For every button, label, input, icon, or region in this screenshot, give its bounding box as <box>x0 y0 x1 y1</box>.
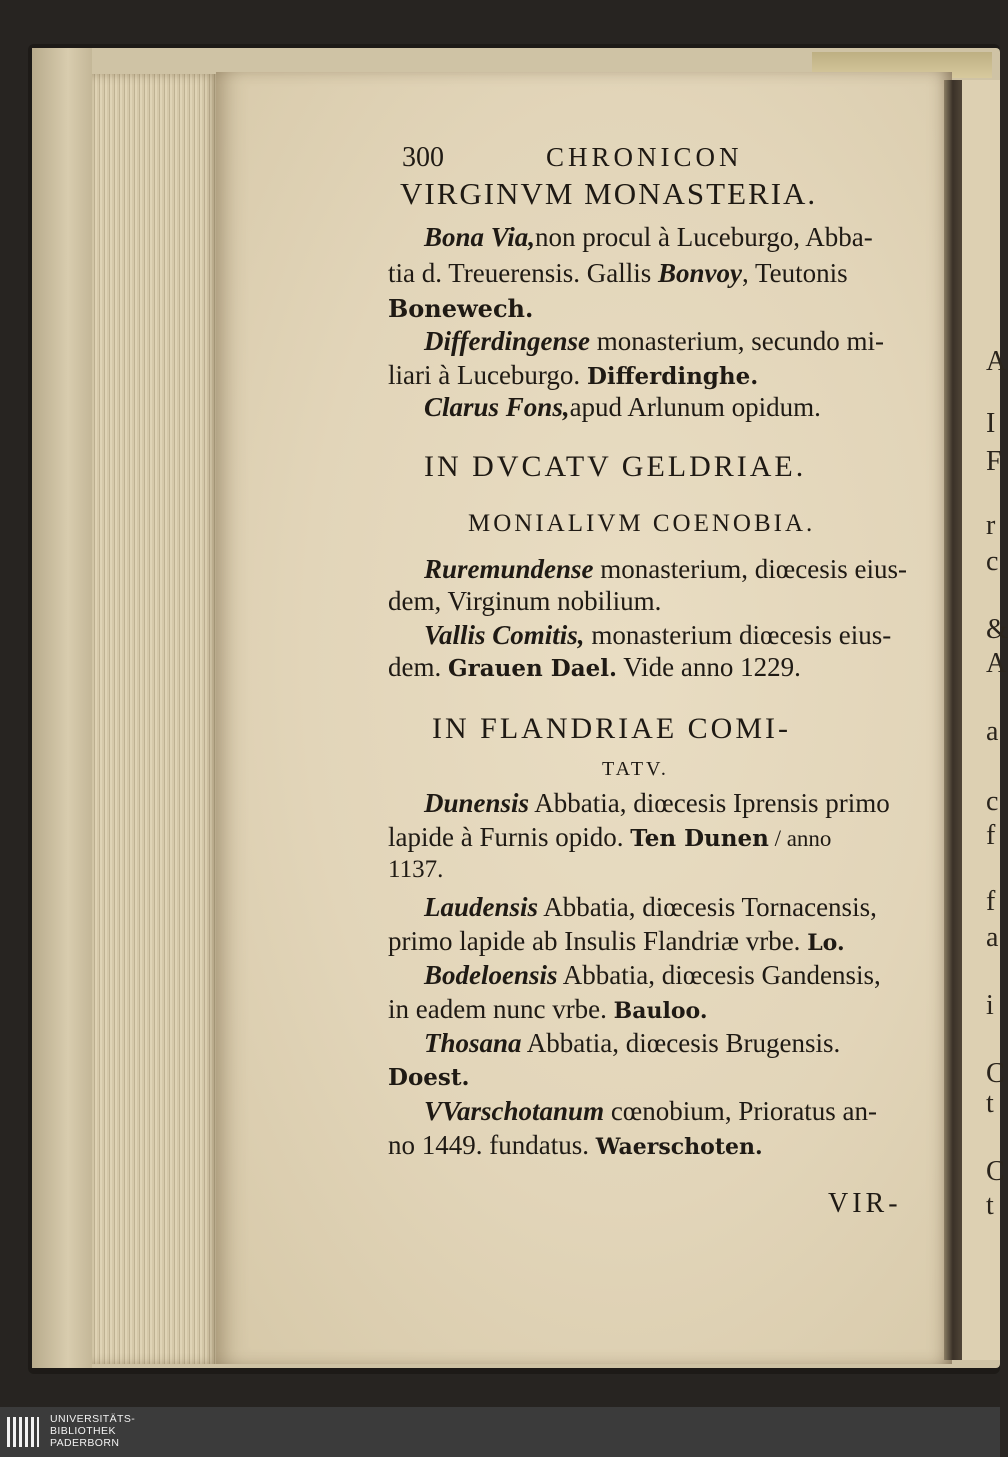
entry-vallis-comitis-line2 <box>388 652 801 683</box>
entry-bodeloensis-line2 <box>388 994 708 1025</box>
facing-fragment: f <box>986 820 996 851</box>
page-number: 300 <box>402 142 444 173</box>
entry-differdingense-line2 <box>388 360 758 391</box>
running-head: CHRONICON <box>546 142 743 172</box>
entry-dunensis-line3: 1137. <box>388 856 444 883</box>
entry-bona-via-line1 <box>424 222 873 253</box>
heading-geldriae: IN DVCATV GELDRIAE. <box>424 450 807 483</box>
facing-fragment: C <box>986 1156 1005 1187</box>
facing-fragment: A <box>986 648 1007 679</box>
cover-edge <box>32 48 92 1368</box>
library-name-line1: UNIVERSITÄTS- <box>50 1413 136 1425</box>
facing-fragment: t <box>986 1190 994 1221</box>
entry-blackletter: Bauloo. <box>613 998 708 1024</box>
entry-text: Vide anno 1229. <box>616 652 801 682</box>
entry-lead: Bodeloensis <box>424 960 558 990</box>
entry-lead: Ruremundense <box>424 554 594 584</box>
entry-text: in eadem nunc vrbe. <box>388 994 614 1024</box>
entry-blackletter: Ten Dunen <box>630 825 769 852</box>
facing-fragment: a <box>986 716 999 747</box>
entry-lead: Vallis Comitis, <box>424 620 585 650</box>
facing-fragment: i <box>986 990 994 1021</box>
facing-fragment: I <box>986 408 996 439</box>
facing-fragment: F <box>986 446 1002 477</box>
heading-flandriae-line1: IN FLANDRIAE COMI- <box>432 712 791 745</box>
entry-text: dem. <box>388 652 448 682</box>
entry-laudensis-line1 <box>424 892 877 923</box>
entry-warschotanum-line2 <box>388 1130 763 1161</box>
entry-text: no 1449. fundatus. <box>388 1130 596 1160</box>
entry-bona-via-line2 <box>388 258 848 289</box>
entry-text: non procul à Luceburgo, Abba- <box>535 222 873 252</box>
entry-text: apud Arlunum opidum. <box>569 392 821 422</box>
entry-text: monasterium, diœcesis eius- <box>593 554 907 584</box>
catchword: VIR- <box>828 1188 902 1219</box>
page-block-edges <box>92 74 218 1364</box>
entry-clarus-fons <box>424 392 821 423</box>
entry-text: cœnobium, Prioratus an- <box>604 1096 878 1126</box>
facing-fragment: a <box>986 922 999 953</box>
entry-text: , Teutonis <box>742 258 848 288</box>
facing-page-edge <box>962 80 1008 1360</box>
entry-text: primo lapide ab Insulis Flandriæ vrbe. <box>388 926 808 956</box>
entry-lead: Laudensis <box>424 892 539 922</box>
entry-lead: Clarus Fons, <box>424 392 570 422</box>
facing-fragment: f <box>986 886 996 917</box>
entry-text: Abbatia, diœcesis Iprensis primo <box>529 788 890 818</box>
entry-blackletter: Differdinghe. <box>586 363 759 390</box>
entry-dunensis-line2 <box>388 822 831 853</box>
entry-italic: Bonvoy <box>658 258 742 288</box>
entry-text: / anno <box>768 826 832 851</box>
facing-fragment: c <box>986 786 999 817</box>
library-footer <box>0 1407 1000 1457</box>
library-name[interactable] <box>50 1413 135 1449</box>
entry-dunensis-line1 <box>424 788 890 819</box>
entry-text: liari à Luceburgo. <box>388 360 587 390</box>
facing-fragment: C <box>986 1058 1005 1089</box>
entry-lead: Thosana <box>424 1028 522 1058</box>
entry-lead: Bona Via, <box>424 222 536 252</box>
entry-text: Abbatia, diœcesis Gandensis, <box>557 960 881 990</box>
entry-text: Abbatia, diœcesis Tornacensis, <box>538 892 877 922</box>
entry-text: monasterium diœcesis eius- <box>584 620 892 650</box>
facing-fragment: r <box>986 510 996 541</box>
entry-text: lapide à Furnis opido. <box>388 822 631 852</box>
entry-warschotanum-line1 <box>424 1096 877 1127</box>
facing-fragment: & <box>986 614 1008 645</box>
library-name-line3: PADERBORN <box>50 1437 120 1449</box>
entry-vallis-comitis-line1 <box>424 620 891 651</box>
entry-differdingense-line1 <box>424 326 884 357</box>
facing-fragment: A <box>986 346 1007 377</box>
entry-thosana-line2: Doest. <box>388 1064 470 1091</box>
entry-thosana-line1 <box>424 1028 840 1059</box>
facing-fragment: t <box>986 1088 994 1119</box>
library-name-line2: BIBLIOTHEK <box>50 1425 116 1437</box>
entry-blackletter: Grauen Dael. <box>448 655 617 682</box>
entry-blackletter: Waerschoten. <box>595 1134 763 1160</box>
facing-fragment: c <box>986 546 999 577</box>
library-logo-icon <box>6 1415 40 1449</box>
entry-text: tia d. Treuerensis. Gallis <box>388 258 658 288</box>
book-page <box>216 72 952 1364</box>
entry-lead: Differdingense <box>424 326 590 356</box>
entry-lead: VVarschotanum <box>424 1096 605 1126</box>
entry-ruremundense-line1 <box>424 554 907 585</box>
entry-blackletter: Lo. <box>807 930 845 956</box>
heading-flandriae-line2: TATV. <box>602 758 669 780</box>
entry-text: Abbatia, diœcesis Brugensis. <box>521 1028 841 1058</box>
entry-text: monasterium, secundo mi- <box>590 326 884 356</box>
entry-bodeloensis-line1 <box>424 960 881 991</box>
entry-bona-via-line3: Bonewech. <box>388 294 534 323</box>
entry-laudensis-line2 <box>388 926 845 957</box>
heading-virginum-monasteria: VIRGINVM MONASTERIA. <box>400 176 818 211</box>
entry-ruremundense-line2: dem, Virginum nobilium. <box>388 586 662 616</box>
subheading-monialium: MONIALIVM COENOBIA. <box>468 510 816 537</box>
entry-lead: Dunensis <box>424 788 530 818</box>
